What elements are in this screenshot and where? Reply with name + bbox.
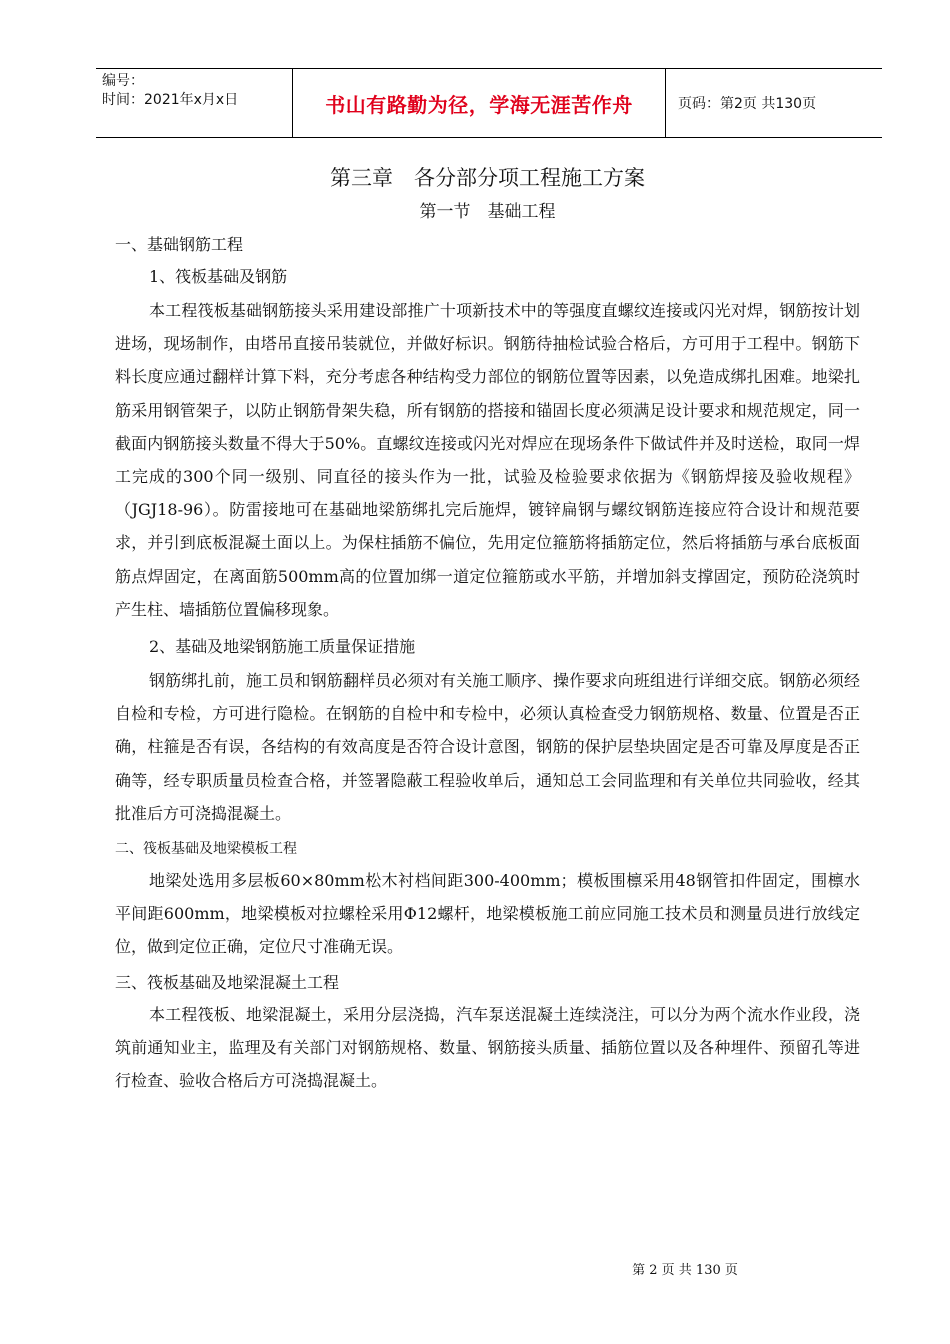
- document-body: [115, 164, 860, 1101]
- header-motto: 书山有路勤为径，学海无涯苦作舟: [325, 92, 633, 117]
- chapter-title: 第三章 各分部分项工程施工方案: [330, 166, 645, 190]
- header-info: [96, 69, 292, 137]
- heading-formwork: 二、筏板基础及地梁模板工程: [115, 841, 297, 858]
- subheading-quality-measures: 2、基础及地梁钢筋施工质量保证措施: [149, 637, 416, 657]
- header-page-label: 页码：第2页 共130页: [678, 96, 817, 112]
- section-title: 第一节 基础工程: [419, 202, 556, 222]
- footer-page-number: 第 2 页 共 130 页: [632, 1263, 738, 1278]
- paragraph-concrete: 本工程筏板、地梁混凝土，采用分层浇捣，汽车泵送混凝土连续浇注，可以分为两个流水作业段，浇筑前通知业主，监理及有关部门对钢筋规格、数量、钢筋接头质量、插筋位置以及各种埋件、预留孔等进行检查、验收合格后方可浇捣混凝土。: [115, 1004, 860, 1091]
- paragraph-raft-rebar: 本工程筏板基础钢筋接头采用建设部推广十项新技术中的等强度直螺纹连接或闪光对焊，钢筋按计划进场，现场制作，由塔吊直接吊装就位，并做好标识。钢筋待抽检试验合格后，方可用于工程中。钢筋下料长度应通过翻样计算下料，充分考虑各种结构受力部位的钢筋位置等因素，以免造成绑扎困难。地梁扎筋采用钢管架子，以防止钢筋骨架失稳，所有钢筋的搭接和锚固长度必须满足设计要求和规范规定，同一截面内钢筋接头数量不得大于50%。直螺纹连接或闪光对焊应在现场条件下做试件并及时送检，取同一焊工完成的300个同一级别、同直径的接头作为一批，试验及检验要求依据为《钢筋焊接及验收规程》（JGJ18-96）。防雷接地可在基础地梁筋绑扎完后施焊，镀锌扁钢与螺纹钢筋连接应符合设计和规范要求，并引到底板混凝土面以上。为保柱插筋不偏位，先用定位箍筋将插筋定位，然后将插筋与承台底板面筋点焊固定，在离面筋500mm高的位置加绑一道定位箍筋或水平筋，并增加斜支撑固定，预防砼浇筑时产生柱、墙插筋位置偏移现象。: [115, 301, 860, 619]
- heading-foundation-rebar: 一、基础钢筋工程: [115, 235, 244, 254]
- page-header: [96, 68, 882, 138]
- document-number-label: 编号：: [102, 73, 144, 89]
- header-divider: [665, 69, 666, 137]
- heading-concrete: 三、筏板基础及地梁混凝土工程: [115, 972, 340, 992]
- paragraph-formwork: 地梁处选用多层板60×80mm松木衬档间距300-400mm；模板围檩采用48钢管扣件固定，围檩水平间距600mm，地梁模板对拉螺栓采用Φ12螺杆，地梁模板施工前应同施工技术员和测量员进行放线定位，做到定位正确，定位尺寸准确无误。: [115, 871, 860, 957]
- document-time-label: 时间：2021年x月x日: [102, 92, 239, 108]
- page-footer: [0, 1259, 950, 1278]
- subheading-raft-rebar: 1、筏板基础及钢筋: [149, 267, 288, 286]
- paragraph-quality-measures: 钢筋绑扎前，施工员和钢筋翻样员必须对有关施工顺序、操作要求向班组进行详细交底。钢筋必须经自检和专检，方可进行隐检。在钢筋的自检中和专检中，必须认真检查受力钢筋规格、数量、位置是否正确，柱箍是否有误，各结构的有效高度是否符合设计意图，钢筋的保护层垫块固定是否可靠及厚度是否正确等，经专职质量员检查合格，并签署隐蔽工程验收单后，通知总工会同监理和有关单位共同验收，经其批准后方可浇捣混凝土。: [115, 671, 860, 823]
